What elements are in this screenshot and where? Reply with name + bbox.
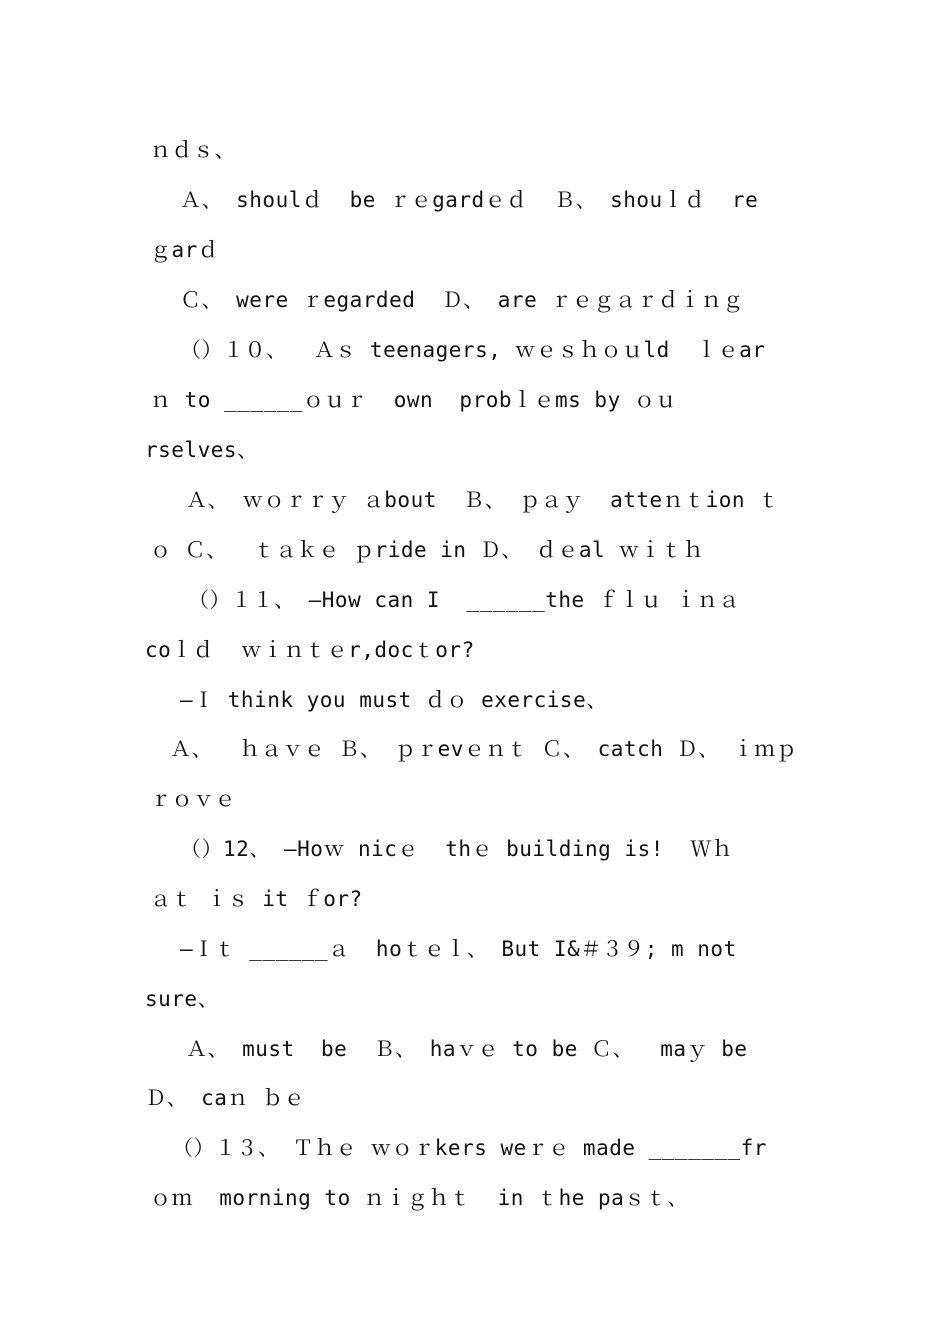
text-line: Ｃ、 were ｒegarded Ｄ、 are ｒｅｇａｒｄｉｎｇ <box>180 288 744 312</box>
text-line: Ａ、 ｈａｖｅ Ｂ、 ｐｒevｅｎｔ Ｃ、 catch Ｄ、 ｉｍｐ <box>170 737 798 761</box>
text-line: Ａ、 must be Ｂ、 haｖｅ to be Ｃ、 maｙ be <box>186 1037 748 1061</box>
text-line: ａｔ ｉｓ it ｆor? <box>150 887 363 911</box>
text-line: （）１１、 —How can I ______the ｆｌｕ ｉｎａ <box>188 588 740 612</box>
text-line: ｇarｄ <box>150 238 220 262</box>
text-line: Ｄ、 caｎ ｂｅ <box>145 1086 306 1110</box>
text-line: （）12、 —Hoｗ nicｅ thｅ building is! Ｗｈ <box>180 837 734 861</box>
text-line: ｏ Ｃ、 ｔａｋｅ ｐride in Ｄ、 ｄｅal ｗｉｔｈ <box>150 538 705 562</box>
text-line: rselves、 <box>145 438 259 462</box>
text-line: coｌｄ ｗｉｎｔｅr,docｔor? <box>145 638 475 662</box>
text-line: Ａ、 ｗｏｒｒｙ ａbout Ｂ、 ｐａｙ atteｎｔion ｔ <box>186 488 780 512</box>
text-line: ｎ to ______ｏｕｒ own probｌｅms by ｏｕ <box>150 388 677 412</box>
text-line: （）１０、 Ａｓ teenagers, ｗｅｓｈｏｕld ｌｅar <box>180 338 766 362</box>
text-line: ｏｍ morning to ｎｉｇｈｔ in ｔhe paｓｔ、 <box>150 1186 689 1210</box>
text-line: （）１３、 Ｔｈｅ ｗｏｒkers weｒｅ made _______fr <box>172 1136 767 1160</box>
text-line: —Ｉ think you must ｄｏ exercise、 <box>180 688 608 712</box>
text-line: —Ｉｔ ______ａ hoｔｅｌ、 But I&＃３９; m not <box>180 937 737 961</box>
text-line: Ａ、 shoulｄ be ｒｅgardｅｄ Ｂ、 shouｌｄ re <box>180 188 759 212</box>
text-line: ｎｄｓ、 <box>150 138 236 162</box>
text-line: sure、 <box>145 987 220 1011</box>
text-line: ｒｏｖｅ <box>150 787 236 811</box>
